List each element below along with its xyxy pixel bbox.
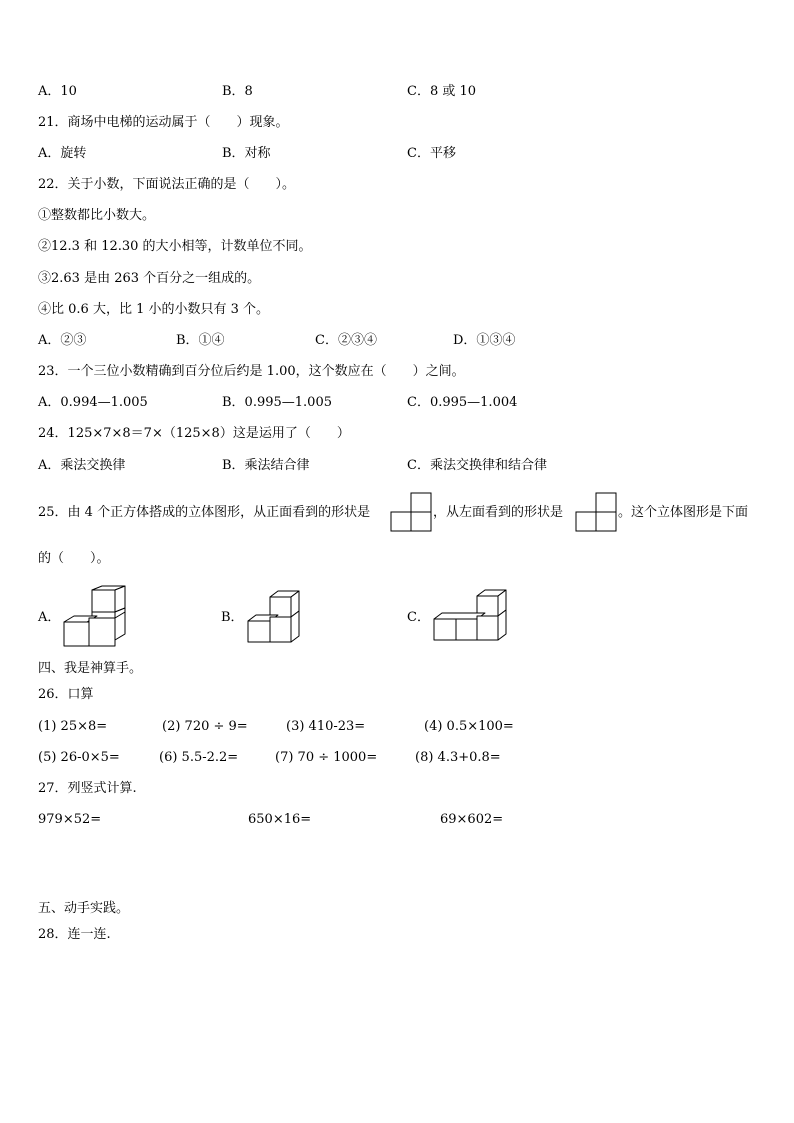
q22-option-d: D．①③④ xyxy=(453,333,516,348)
q22-statement-2: ②12.3 和 12.30 的大小相等，计数单位不同。 xyxy=(38,239,312,254)
q24-option-b: B．乘法结合律 xyxy=(222,458,310,473)
section-5-title: 五、动手实践。 xyxy=(38,901,130,916)
section-4-title: 四、我是神算手。 xyxy=(38,661,143,676)
q26-item-8: (8) 4.3+0.8= xyxy=(415,750,501,765)
q25-option-c-label: C． xyxy=(407,610,430,625)
q26-item-5: (5) 26-0×5= xyxy=(38,750,120,765)
left-view-figure xyxy=(575,492,617,532)
q21-option-a: A．旋转 xyxy=(38,146,87,161)
q22-statement-3: ③2.63 是由 263 个百分之一组成的。 xyxy=(38,271,261,286)
q24-stem: 24．125×7×8＝7×（125×8）这是运用了（ ） xyxy=(38,426,350,441)
q26-stem: 26．口算 xyxy=(38,687,94,702)
q26-item-2: (2) 720 ÷ 9= xyxy=(162,719,248,734)
q20-option-a: A．10 xyxy=(38,84,77,99)
q27-item-3: 69×602= xyxy=(440,812,504,827)
q26-item-3: (3) 410-23= xyxy=(286,719,366,734)
q22-option-c: C．②③④ xyxy=(315,333,377,348)
q21-option-b: B．对称 xyxy=(222,146,271,161)
q25-stem-part3: 。这个立体图形是下面 xyxy=(618,505,749,520)
q25-option-a-figure xyxy=(62,585,128,647)
q22-option-b: B．①④ xyxy=(176,333,225,348)
q27-stem: 27．列竖式计算. xyxy=(38,781,137,796)
q25-option-b-label: B． xyxy=(221,610,244,625)
q27-item-2: 650×16= xyxy=(248,812,312,827)
q20-option-b: B．8 xyxy=(222,84,253,99)
q21-stem: 21．商场中电梯的运动属于（ ）现象。 xyxy=(38,115,289,130)
q25-option-a-label: A． xyxy=(38,610,61,625)
q26-item-7: (7) 70 ÷ 1000= xyxy=(275,750,378,765)
q22-option-a: A．②③ xyxy=(38,333,87,348)
q25-option-c-figure xyxy=(432,589,508,641)
q25-option-b-figure xyxy=(246,589,302,643)
q23-option-a: A．0.994—1.005 xyxy=(38,395,148,410)
q25-stem-part2: ，从左面看到的形状是 xyxy=(433,505,564,520)
front-view-figure xyxy=(390,492,432,532)
q27-item-1: 979×52= xyxy=(38,812,102,827)
q23-option-b: B．0.995—1.005 xyxy=(222,395,332,410)
q26-item-1: (1) 25×8= xyxy=(38,719,108,734)
q26-item-4: (4) 0.5×100= xyxy=(424,719,514,734)
q23-stem: 23．一个三位小数精确到百分位后约是 1.00，这个数应在（ ）之间。 xyxy=(38,364,465,379)
q22-stem: 22．关于小数，下面说法正确的是（ ）。 xyxy=(38,177,296,192)
q25-stem-line2: 的（ ）。 xyxy=(38,551,110,566)
q22-statement-1: ①整数都比小数大。 xyxy=(38,208,156,223)
q22-statement-4: ④比 0.6 大，比 1 小的小数只有 3 个。 xyxy=(38,302,270,317)
q28-stem: 28．连一连. xyxy=(38,927,111,942)
q21-option-c: C．平移 xyxy=(407,146,456,161)
q24-option-a: A．乘法交换律 xyxy=(38,458,126,473)
q24-option-c: C．乘法交换律和结合律 xyxy=(407,458,547,473)
q23-option-c: C．0.995—1.004 xyxy=(407,395,518,410)
q26-item-6: (6) 5.5-2.2= xyxy=(159,750,239,765)
q20-option-c: C．8 或 10 xyxy=(407,84,477,99)
q25-stem-part1: 25．由 4 个正方体搭成的立体图形，从正面看到的形状是 xyxy=(38,505,371,520)
